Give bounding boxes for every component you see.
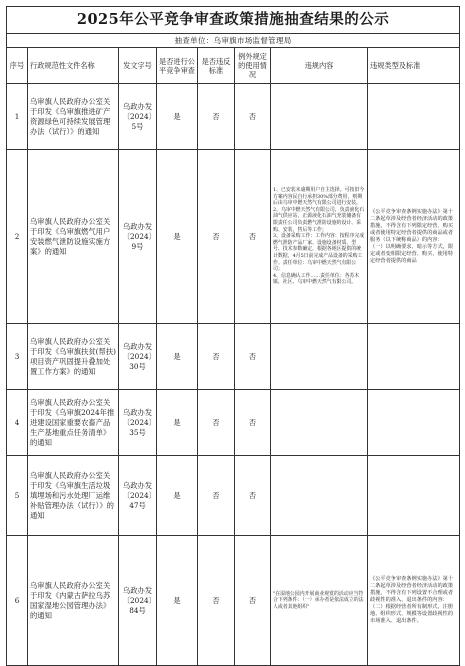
row-exception: 否 [235, 84, 271, 150]
row-doc-no: 乌政办发〔2024〕84号 [119, 536, 157, 666]
row-violation-content [271, 536, 368, 666]
row-exception: 否 [235, 150, 271, 324]
row-file-name: 乌审旗人民政府办公室关于印发《乌审旗扶贫(帮扶)项目资产巩固提升叠加处置工作方案》的通知 [28, 324, 119, 390]
row-violation-type [368, 536, 460, 666]
row-violation: 否 [198, 390, 235, 456]
row-violation: 否 [198, 456, 235, 536]
row-exception: 否 [235, 536, 271, 666]
row-violation-content [271, 390, 368, 456]
row-doc-no: 乌政办发〔2024〕35号 [119, 390, 157, 456]
row-exception: 否 [235, 456, 271, 536]
header-violation-type: 违规类型及标准 [368, 48, 460, 84]
page-title: 2025年公平竞争审查政策措施抽查结果的公示 [7, 7, 460, 34]
row-doc-no: 乌政办发〔2024〕9号 [119, 150, 157, 324]
results-table [6, 6, 460, 666]
row-file-name: 乌审旗人民政府办公室关于印发《乌审旗燃气用户安装燃气泄防设施实施方案》的通知 [28, 150, 119, 324]
row-violation-content [271, 324, 368, 390]
inspection-unit: 抽查单位：乌审旗市场监督管理局 [7, 34, 460, 48]
table-row [7, 456, 460, 536]
row-exception: 否 [235, 390, 271, 456]
row-seq: 3 [7, 324, 28, 390]
row-seq: 6 [7, 536, 28, 666]
table-header-row [7, 48, 460, 84]
row-reviewed: 是 [157, 150, 198, 324]
header-violation: 是否违反标准 [198, 48, 235, 84]
table-row [7, 536, 460, 666]
row-violation-content [271, 150, 368, 324]
row-reviewed: 是 [157, 84, 198, 150]
violation-type-text: 《公平竞争审查条例实施办法》第十二条起草涉及经营者经济活动的政策措施，不得含有下列设置不合理或者歧视性的准入、退出条件的内容： （二）根据经营者所有制形式、注册地、组织形式、规模等设置歧视性的市场准入、退出条件。 [370, 576, 454, 624]
row-violation: 否 [198, 84, 235, 150]
row-violation-type [368, 390, 460, 456]
row-violation: 否 [198, 536, 235, 666]
row-file-name: 乌审旗人民政府办公室关于印发《内蒙古萨拉乌苏国家湿地公园管理办法》的通知 [28, 536, 119, 666]
row-violation-content [271, 84, 368, 150]
header-name: 行政规范性文件名称 [28, 48, 119, 84]
row-violation-type [368, 150, 460, 324]
header-doc-no: 发文字号 [119, 48, 157, 84]
row-seq: 2 [7, 150, 28, 324]
row-violation-content [271, 456, 368, 536]
header-violation-content: 违规内容 [271, 48, 368, 84]
row-doc-no: 乌政办发〔2024〕5号 [119, 84, 157, 150]
header-seq: 序号 [7, 48, 28, 84]
table-row [7, 390, 460, 456]
row-doc-no: 乌政办发〔2024〕47号 [119, 456, 157, 536]
row-reviewed: 是 [157, 324, 198, 390]
header-exception: 例外规定的使用情况 [235, 48, 271, 84]
row-violation-type [368, 324, 460, 390]
row-doc-no: 乌政办发〔2024〕30号 [119, 324, 157, 390]
row-seq: 1 [7, 84, 28, 150]
row-seq: 5 [7, 456, 28, 536]
violation-content-text: 1、已安装未逾期用户自主选择。可按旧今方案内容民自行承担30%部分费用，则期后由乌审中燃天然气有限公司进行安装。 2、乌审中燃天然气有限公司，负责液化石油气供应站，正源液化石油气充装储备有限责任公司负责燃气泄防设施的设计、采购、安装、售后等工作； 3、设备采购工作：工作内容：按程序完成燃气泄防产品厂家、设施设备材质、型号、技术参数确定，根据各地区提供的统计数据，4月5日前完成产品设备的采购工作。责任单位：乌审中燃天然气有限公司； 4、信息确认工作……责任单位：各苏木镇、社区、乌审中燃天然气有限公司。 [273, 187, 365, 286]
table-row [7, 324, 460, 390]
row-violation-type [368, 84, 460, 150]
row-exception: 否 [235, 324, 271, 390]
table-row [7, 84, 460, 150]
row-reviewed: 是 [157, 536, 198, 666]
row-file-name: 乌审旗人民政府办公室关于印发《乌审旗2024年推进建设国家重要农畜产品生产基地重点任务清单》的通知 [28, 390, 119, 456]
row-file-name: 乌审旗人民政府办公室关于印发《乌审旗推进矿产资源绿色可持续发展管理办法（试行）》的通知 [28, 84, 119, 150]
row-violation-type [368, 456, 460, 536]
row-reviewed: 是 [157, 456, 198, 536]
row-violation: 否 [198, 324, 235, 390]
violation-content-text: "在湿地公园内开展商业观赏的活动应当符合下列条件：（一）承办者是依法成立的法人或者其他组织" [273, 590, 364, 610]
violation-type-text: 《公平竞争审查条例实施办法》第十二条起草涉及经营者经济活动的政策措施，不得含有下列限定经营、购买或者使用特定经营者提供的商品或者服务（以下统称商品）的内容： （一）以明确要求、暗示等方式，限定或者变相限定经营、购买、使用特定经营者提供的商品 [370, 208, 454, 264]
table-row [7, 150, 460, 324]
row-reviewed: 是 [157, 390, 198, 456]
row-seq: 4 [7, 390, 28, 456]
header-reviewed: 是否进行公平竞争审查 [157, 48, 198, 84]
row-file-name: 乌审旗人民政府办公室关于印发《乌审旗生活垃圾填埋场和污水处理厂运维补贴管理办法（试行）》的通知 [28, 456, 119, 536]
row-violation: 否 [198, 150, 235, 324]
